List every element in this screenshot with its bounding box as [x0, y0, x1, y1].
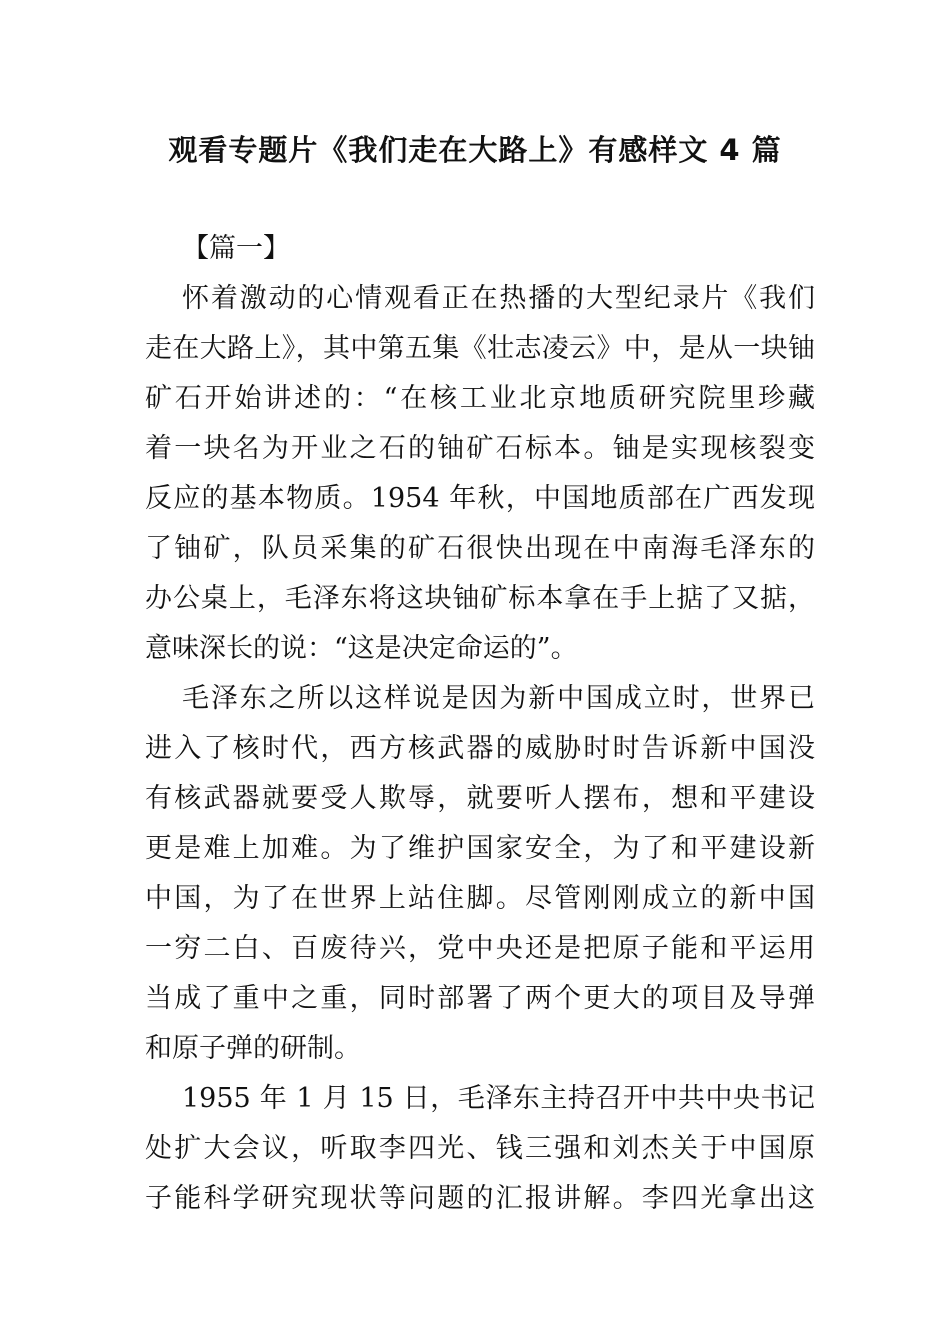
paragraph-line: 毛泽东之所以这样说是因为新中国成立时，世界已 [182, 683, 815, 714]
paragraph-line: 中国，为了在世界上站住脚。尽管刚刚成立的新中国 [145, 883, 815, 914]
paragraph-line: 意味深长的说：“这是决定命运的”。 [145, 633, 578, 664]
paragraph-line: 办公桌上，毛泽东将这块铀矿标本拿在手上掂了又掂， [145, 583, 815, 614]
paragraph-line: 当成了重中之重，同时部署了两个更大的项目及导弹 [145, 983, 815, 1014]
paragraph-line: 矿石开始讲述的：“在核工业北京地质研究院里珍藏 [145, 383, 815, 414]
paragraph-2 [145, 674, 815, 1074]
paragraph-3 [145, 1074, 815, 1224]
paragraph-line: 和原子弹的研制。 [145, 1033, 361, 1064]
section-heading: 【篇一】 [182, 233, 290, 264]
paragraph-line: 怀着激动的心情观看正在热播的大型纪录片《我们 [182, 283, 815, 314]
paragraph-line: 处扩大会议，听取李四光、钱三强和刘杰关于中国原 [145, 1133, 815, 1164]
paragraph-line: 有核武器就要受人欺辱，就要听人摆布，想和平建设 [145, 783, 815, 814]
paragraph-line: 更是难上加难。为了维护国家安全，为了和平建设新 [145, 833, 815, 864]
paragraph-line: 了铀矿，队员采集的矿石很快出现在中南海毛泽东的 [145, 533, 815, 564]
paragraph-line: 着一块名为开业之石的铀矿石标本。铀是实现核裂变 [145, 433, 815, 464]
document-title: 观看专题片《我们走在大路上》有感样文 4 篇 [168, 133, 782, 167]
paragraph-1 [145, 274, 815, 674]
paragraph-line: 1955 年 1 月 15 日，毛泽东主持召开中共中央书记 [182, 1083, 815, 1114]
paragraph-line: 走在大路上》，其中第五集《壮志凌云》中，是从一块铀 [145, 333, 815, 364]
paragraph-line: 进入了核时代，西方核武器的威胁时时告诉新中国没 [145, 733, 815, 764]
paragraph-line: 子能科学研究现状等问题的汇报讲解。李四光拿出这 [145, 1183, 815, 1214]
paragraph-line: 反应的基本物质。1954 年秋，中国地质部在广西发现 [145, 483, 815, 514]
document-body [145, 224, 815, 1224]
paragraph-line: 一穷二白、百废待兴，党中央还是把原子能和平运用 [145, 933, 815, 964]
